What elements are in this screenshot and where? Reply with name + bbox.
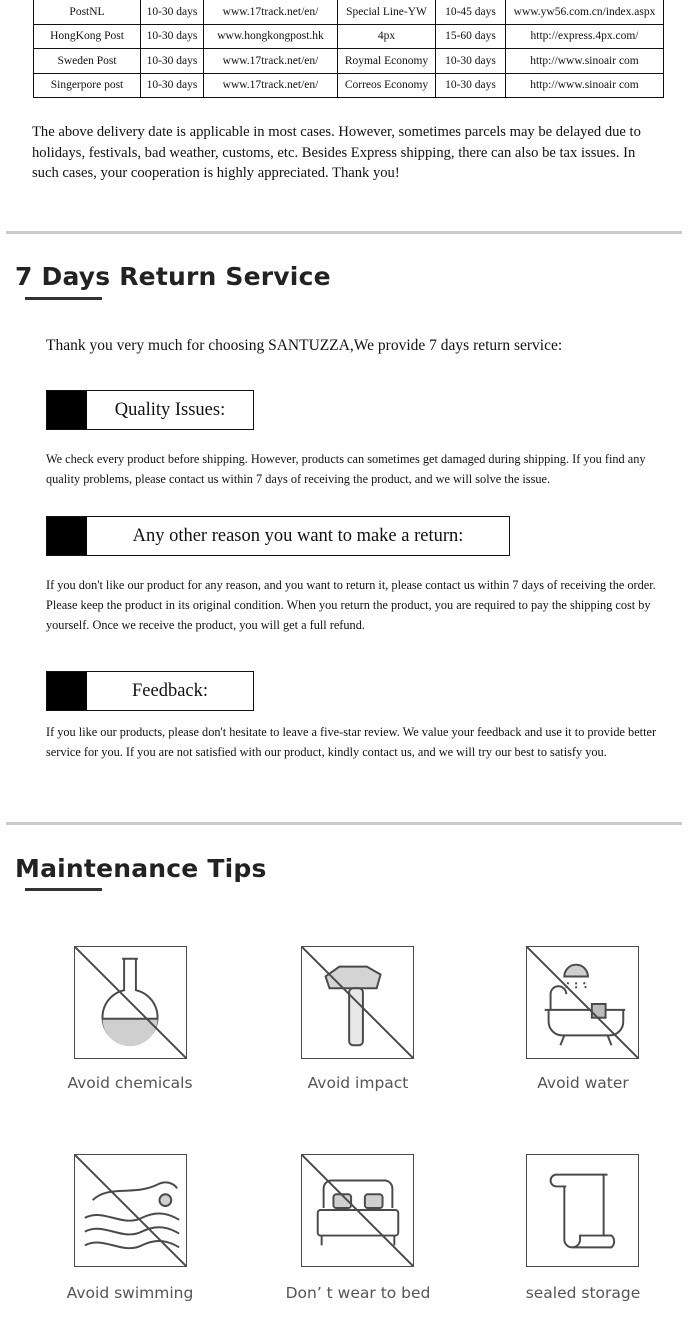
title-underline [25,297,102,300]
heading-label: Quality Issues: [114,399,226,420]
shipping-table [33,0,664,98]
tracking-url-cell: www.hongkongpost.hk [204,24,338,49]
days-cell: 10-45 days [436,0,506,24]
tracking-url-cell: www.17track.net/en/ [204,49,338,74]
title-underline [25,888,102,891]
tip-label: Avoid swimming [66,1284,194,1302]
heading-marker [47,517,87,555]
feedback-heading [46,671,254,711]
days-cell: 15-60 days [436,24,506,49]
scroll-icon [526,1154,639,1267]
carrier-cell: Singerpore post [34,73,141,98]
days-cell: 10-30 days [141,73,204,98]
days-cell: 10-30 days [141,0,204,24]
heading-marker [47,391,87,429]
tip-label: Avoid chemicals [67,1074,193,1092]
tracking-url-cell: http://express.4px.com/ [506,24,664,49]
carrier-cell: PostNL [34,0,141,24]
table-row [34,49,664,74]
tracking-url-cell: www.17track.net/en/ [204,0,338,24]
days-cell: 10-30 days [436,73,506,98]
tracking-url-cell: www.yw56.com.cn/index.aspx [506,0,664,24]
tracking-url-cell: www.17track.net/en/ [204,73,338,98]
quality-issues-text: We check every product before shipping. However, products can sometimes get damaged during shipping. If you find any quality problems, please contact us within 7 days of receiving the product, and we will solve the issue. [46,452,646,486]
shower-bathtub-icon [526,946,639,1059]
heading-marker [47,672,87,710]
section-divider [6,822,682,825]
return-intro: Thank you very much for choosing SANTUZZA,We provide 7 days return service: [46,337,563,354]
return-service-title: 7 Days Return Service [15,262,331,291]
days-cell: 10-30 days [141,49,204,74]
flask-icon [74,946,187,1059]
tip-label: Don’ t wear to bed [285,1284,431,1302]
bed-icon [301,1154,414,1267]
section-divider [6,231,682,234]
quality-issues-heading [46,390,254,430]
table-row [34,24,664,49]
heading-label: Feedback: [131,680,209,701]
hammer-icon [301,946,414,1059]
days-cell: 10-30 days [436,49,506,74]
tip-label: sealed storage [525,1284,641,1302]
delivery-notice: The above delivery date is applicable in most cases. However, sometimes parcels may be delayed due to holidays, festivals, bad weather, customs, etc. Besides Express shipping, there can also be tax issues. In such cases, your cooperation is highly appreciated. Thank you! [32,124,641,181]
other-reason-heading [46,516,510,556]
feedback-text: If you like our products, please don't hesitate to leave a five-star review. We value your feedback and use it to provide better service for you. If you are not satisfied with our product, kindly contact us, and we will try our best to satisfy you. [46,725,657,759]
other-reason-text: If you don't like our product for any reason, and you want to return it, please contact us within 7 days of receiving the order. Please keep the product in its original condition. When you return the product, you are required to pay the shipping cost by yourself. Once we receive the product, you will get a full refund. [46,578,656,632]
carrier-cell: Correos Economy [338,73,436,98]
swimmer-icon [74,1154,187,1267]
carrier-cell: HongKong Post [34,24,141,49]
table-row [34,0,664,24]
carrier-cell: Special Line-YW [338,0,436,24]
carrier-cell: Sweden Post [34,49,141,74]
tip-label: Avoid impact [307,1074,409,1092]
tracking-url-cell: http://www.sinoair com [506,73,664,98]
heading-label: Any other reason you want to make a return: [132,525,464,546]
carrier-cell: 4px [338,24,436,49]
tip-label: Avoid water [537,1074,629,1092]
tracking-url-cell: http://www.sinoair com [506,49,664,74]
carrier-cell: Roymal Economy [338,49,436,74]
days-cell: 10-30 days [141,24,204,49]
table-row [34,73,664,98]
maintenance-title: Maintenance Tips [15,854,267,883]
